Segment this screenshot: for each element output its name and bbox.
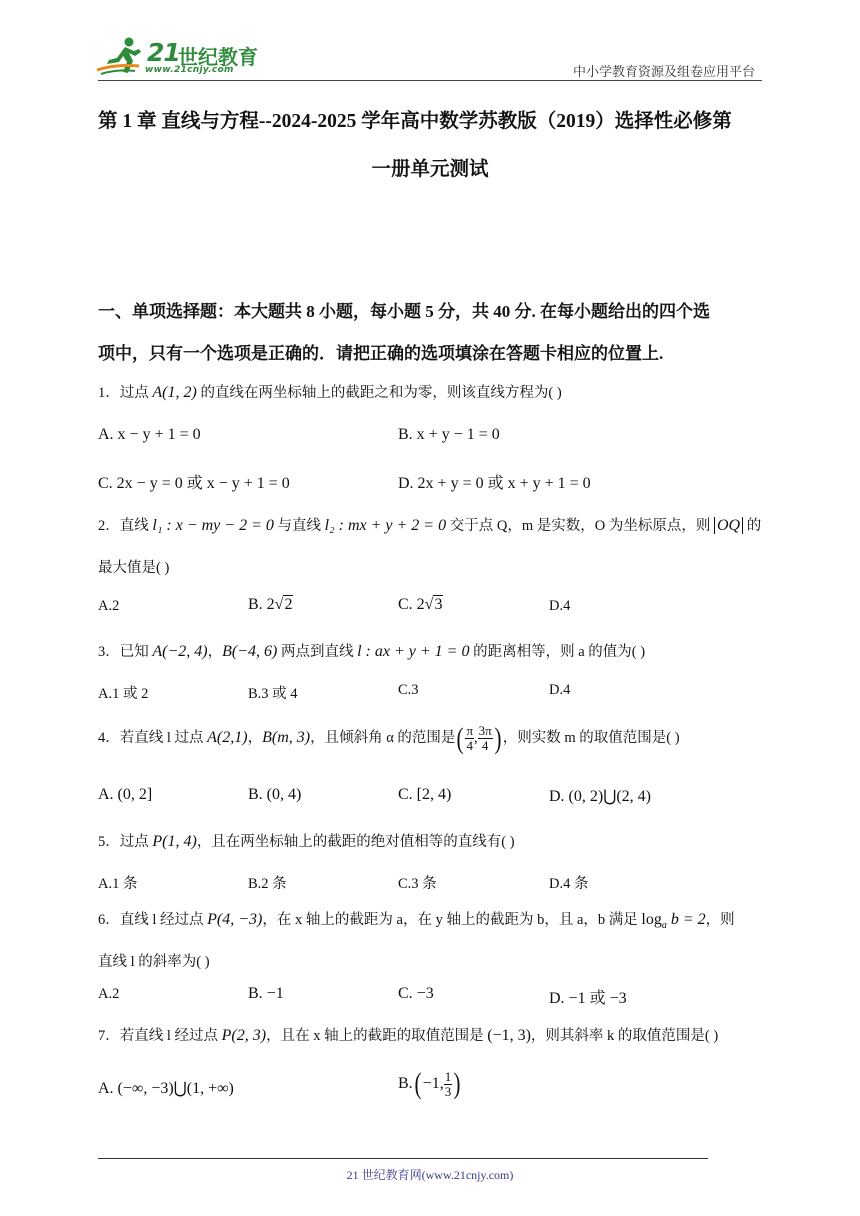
q3-text-b: ， bbox=[207, 644, 223, 660]
question-1 bbox=[98, 381, 562, 402]
q5-option-c[interactable]: C.3 条 bbox=[398, 876, 437, 892]
left-paren-icon: ( bbox=[414, 1067, 422, 1101]
q3-option-c[interactable]: C.3 bbox=[398, 682, 419, 698]
q3-option-b[interactable]: B.3 或 4 bbox=[248, 686, 298, 702]
section-heading-line-1: 一、单项选择题：本大题共 8 小题，每小题 5 分，共 40 分. 在每小题给出的四个选 bbox=[98, 302, 710, 321]
header-divider bbox=[98, 80, 762, 81]
q6-option-d[interactable]: D. −1 或 −3 bbox=[549, 990, 627, 1007]
sqrt-icon: √ bbox=[274, 596, 284, 613]
q7-option-a[interactable]: A. (−∞, −3)⋃(1, +∞) bbox=[98, 1080, 234, 1097]
q7-point: P(2, 3) bbox=[221, 1027, 267, 1044]
footer-text[interactable]: 21 世纪教育网(www.21cnjy.com) bbox=[346, 1168, 514, 1182]
q4-point-a: A(2,1) bbox=[207, 729, 248, 746]
q4-fraction-2: $\frac{3\pi}{4}$ bbox=[478, 722, 492, 754]
q6-log-eq: b = 2 bbox=[666, 911, 706, 928]
q2-abs-oq: OQ bbox=[714, 517, 743, 534]
q3-text-a: 3．已知 bbox=[98, 644, 153, 660]
q2-text-d: 的 bbox=[743, 518, 762, 534]
q7-option-b[interactable] bbox=[398, 1064, 462, 1104]
q4-option-b[interactable]: B. (0, 4) bbox=[248, 786, 302, 803]
q2-text-b: 与直线 bbox=[273, 518, 325, 534]
q7-b-label: B. bbox=[398, 1075, 413, 1092]
q3-option-d[interactable]: D.4 bbox=[549, 682, 571, 698]
right-paren-icon: ) bbox=[453, 1067, 461, 1101]
q3-point-a: A(−2, 4) bbox=[152, 643, 208, 660]
runner-icon bbox=[95, 36, 147, 78]
q2-b-radicand: 2 bbox=[284, 596, 293, 613]
q1-option-a[interactable]: A. x − y + 1 = 0 bbox=[98, 426, 201, 443]
q6-log: log bbox=[641, 911, 662, 928]
q2-b-coef: B. 2 bbox=[248, 596, 275, 613]
q2-option-a[interactable]: A.2 bbox=[98, 598, 120, 614]
q7-range: (−1, 3) bbox=[487, 1027, 531, 1044]
question-5 bbox=[98, 830, 515, 851]
q4-text-c: ，且倾斜角 α 的范围是 bbox=[310, 730, 456, 746]
q2-option-b[interactable] bbox=[248, 596, 293, 614]
q3-option-a[interactable]: A.1 或 2 bbox=[98, 686, 149, 702]
question-6 bbox=[98, 908, 735, 931]
q2-option-d[interactable]: D.4 bbox=[549, 598, 571, 614]
q7-text-b: ，且在 x 轴上的截距的取值范围是 bbox=[266, 1028, 488, 1044]
q4-fraction-1: $\frac{\pi}{4}$ bbox=[466, 722, 474, 754]
q7-b-fraction: $\frac{1}{3}$ bbox=[444, 1068, 452, 1099]
q6-option-c[interactable]: C. −3 bbox=[398, 985, 434, 1002]
question-2 bbox=[98, 514, 761, 535]
platform-label: 中小学教育资源及组卷应用平台 bbox=[572, 64, 755, 79]
page-title-line-1: 第 1 章 直线与方程--2024-2025 学年高中数学苏教版（2019）选择性必修第 bbox=[98, 111, 732, 132]
q4-option-a[interactable]: A. (0, 2] bbox=[98, 786, 153, 803]
q3-point-b: B(−4, 6) bbox=[222, 643, 278, 660]
section-heading-line-2: 项中，只有一个选项是正确的．请把正确的选项填涂在答题卡相应的位置上. bbox=[98, 344, 664, 363]
q4-text-b: ， bbox=[247, 730, 263, 746]
q6-text-b: ，在 x 轴上的截距为 a，在 y 轴上的截距为 b，且 a，b 满足 bbox=[262, 912, 642, 928]
q7-b-lower: −1, bbox=[422, 1075, 444, 1092]
q2-c-radicand: 3 bbox=[434, 596, 443, 613]
q4-option-d[interactable]: D. (0, 2)⋃(2, 4) bbox=[549, 788, 651, 805]
q6-option-a[interactable]: A.2 bbox=[98, 986, 120, 1002]
site-logo[interactable] bbox=[95, 36, 260, 78]
q2-c-coef: C. 2 bbox=[398, 596, 425, 613]
question-7 bbox=[98, 1024, 718, 1045]
q6-log-base: a bbox=[661, 919, 667, 931]
sqrt-icon: √ bbox=[424, 596, 434, 613]
q1-option-d[interactable]: D. 2x + y = 0 或 x + y + 1 = 0 bbox=[398, 475, 591, 492]
q6-text-d: ，则 bbox=[705, 912, 735, 928]
q5-option-b[interactable]: B.2 条 bbox=[248, 876, 287, 892]
q2-text-a: 2．直线 bbox=[98, 518, 153, 534]
q4-option-c[interactable]: C. [2, 4) bbox=[398, 786, 452, 803]
q7-text-a: 7．若直线 l 经过点 bbox=[98, 1028, 222, 1044]
logo-number: 21 bbox=[147, 38, 180, 67]
q6-text-a: 6．直线 l 经过点 bbox=[98, 912, 208, 928]
q1-option-b[interactable]: B. x + y − 1 = 0 bbox=[398, 426, 500, 443]
logo-url: www.21cnjy.com bbox=[145, 65, 234, 75]
question-4: 4．若直线 l 过点 A(2,1)，B(m, 3)，且倾斜角 α 的范围是( $\frac{\pi}{4}$ , $\frac{3\pi}{4}$ ) ，则实数 m 的取值范围是( ) bbox=[98, 718, 680, 759]
question-3 bbox=[98, 640, 645, 661]
q4-text-a: 4．若直线 l 过点 bbox=[98, 730, 208, 746]
question-6-line-2: 直线 l 的斜率为( ) bbox=[98, 954, 210, 970]
logo-text: 世纪教育 bbox=[178, 45, 258, 69]
q2-option-c[interactable] bbox=[398, 596, 443, 614]
q3-line-l: l : ax + y + 1 = 0 bbox=[357, 643, 470, 660]
footer-divider bbox=[98, 1158, 708, 1159]
q2-text-c: 交于点 Q，m 是实数，O 为坐标原点，则 bbox=[446, 518, 714, 534]
q1-text-post: 的直线在两坐标轴上的截距之和为零，则该直线方程为( ) bbox=[196, 385, 562, 401]
q2-line-l2: l₂ : mx + y + 2 = 0 bbox=[324, 517, 447, 534]
q1-option-c[interactable]: C. 2x − y = 0 或 x − y + 1 = 0 bbox=[98, 475, 290, 492]
q2-line-l1: l₁ : x − my − 2 = 0 bbox=[152, 517, 274, 534]
q5-text-a: 5．过点 bbox=[98, 834, 153, 850]
q3-text-d: 的距离相等，则 a 的值为( ) bbox=[469, 644, 646, 660]
right-paren-icon: ) bbox=[494, 721, 502, 755]
left-paren-icon: ( bbox=[456, 721, 464, 755]
q6-option-b[interactable]: B. −1 bbox=[248, 985, 284, 1002]
q3-text-c: 两点到直线 bbox=[277, 644, 358, 660]
q5-point: P(1, 4) bbox=[152, 833, 197, 850]
q6-point: P(4, −3) bbox=[207, 911, 263, 928]
q4-point-b: B(m, 3) bbox=[262, 729, 311, 746]
q5-option-a[interactable]: A.1 条 bbox=[98, 876, 138, 892]
q5-text-b: ，且在两坐标轴上的截距的绝对值相等的直线有( ) bbox=[196, 834, 515, 850]
page-title-line-2: 一册单元测试 bbox=[371, 159, 489, 180]
q1-text-pre: 1．过点 bbox=[98, 385, 153, 401]
q1-point: A(1, 2) bbox=[152, 384, 197, 401]
q5-option-d[interactable]: D.4 条 bbox=[549, 876, 589, 892]
q4-text-d: ，则实数 m 的取值范围是( ) bbox=[502, 730, 680, 746]
q7-text-c: ，则其斜率 k 的取值范围是( ) bbox=[530, 1028, 719, 1044]
question-2-line-2: 最大值是( ) bbox=[98, 560, 170, 576]
